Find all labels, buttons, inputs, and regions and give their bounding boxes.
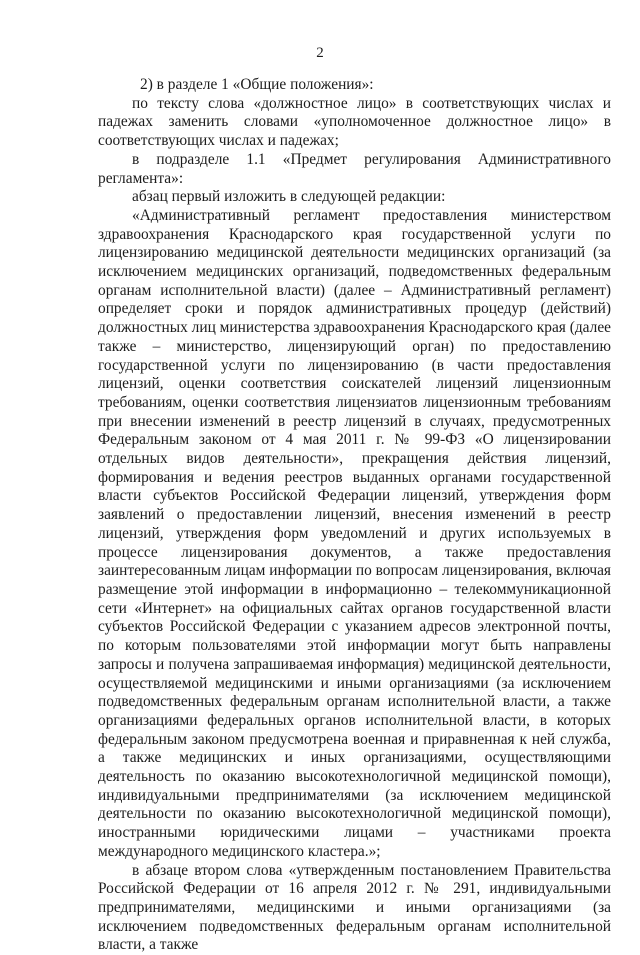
paragraph-second-clause: в абзаце втором слова «утвержденным постановлением Правительства Российской Федерации от 16 апреля 2012 г. № 291, индивидуальными предпринимателями, медицинскими и иными организациями (за исключением подведомственных федеральным органам исполнительной власти, а также xyxy=(98,861,611,954)
document-body xyxy=(98,76,611,955)
paragraph-subsection-heading: в подразделе 1.1 «Предмет регулирования Административного регламента»: xyxy=(98,150,611,187)
paragraph-term-replacement: по тексту слова «должностное лицо» в соответствующих числах и падежах заменить словами «уполномоченное должностное лицо» в соответствующих числах и падежах; xyxy=(98,94,611,150)
page-number: 2 xyxy=(316,45,324,61)
paragraph-section-heading: 2) в разделе 1 «Общие положения»: xyxy=(140,76,374,93)
paragraph-new-wording: «Административный регламент предоставления министерством здравоохранения Краснодарского края государственной услуги по лицензированию медицинской деятельности медицинских организаций (за исключением медицинских организаций, подведомственных федеральным органам исполнительной власти) (далее – Административный регламент) определяет сроки и порядок административных процедур (действий) должностных лиц министерства здравоохранения Краснодарского края (далее также – министерство, лицензирующий орган) по предоставлению государственной услуги по лицензированию (в части предоставления лицензий, оценки соответствия соискателей лицензий лицензионным требованиям, оценки соответствия лицензиатов лицензионным требованиям при внесении изменений в реестр лицензий в случаях, предусмотренных Федеральным законом от 4 мая 2011 г. № 99-ФЗ «О лицензировании отдельных видов деятельности», прекращения действия лицензий, формирования и ведения реестров выданных органами государственной власти субъектов Российской Федерации лицензий, утверждения форм заявлений о предоставлении лицензий, внесения изменений в реестр лицензий, утверждения форм уведомлений и других используемых в процессе лицензирования документов, а также предоставления заинтересованным лицам информации по вопросам лицензирования, включая размещение этой информации в информационно – телекоммуникационной сети «Интернет» на официальных сайтах органов государственной власти субъектов Российской Федерации с указанием адресов электронной почты, по которым пользователями этой информации могут быть направлены запросы и получена запрашиваемая информация) медицинской деятельности, осуществляемой медицинскими и иными организациями (за исключением подведомственных федеральным органам исполнительной власти, а также организациями федеральных органов исполнительной власти, в которых федеральным законом предусмотрена военная и приравненная к ней служба, а также медицинских и иных организациями, осуществляющими деятельность по оказанию высокотехнологичной медицинской помощи), индивидуальными предпринимателями (за исключением медицинской деятельности по оказанию высокотехнологичной медицинской помощи), иностранными юридическими лицами – участниками проекта международного медицинского кластера.»; xyxy=(98,206,612,860)
paragraph-instruction: абзац первый изложить в следующей редакции: xyxy=(132,188,446,206)
